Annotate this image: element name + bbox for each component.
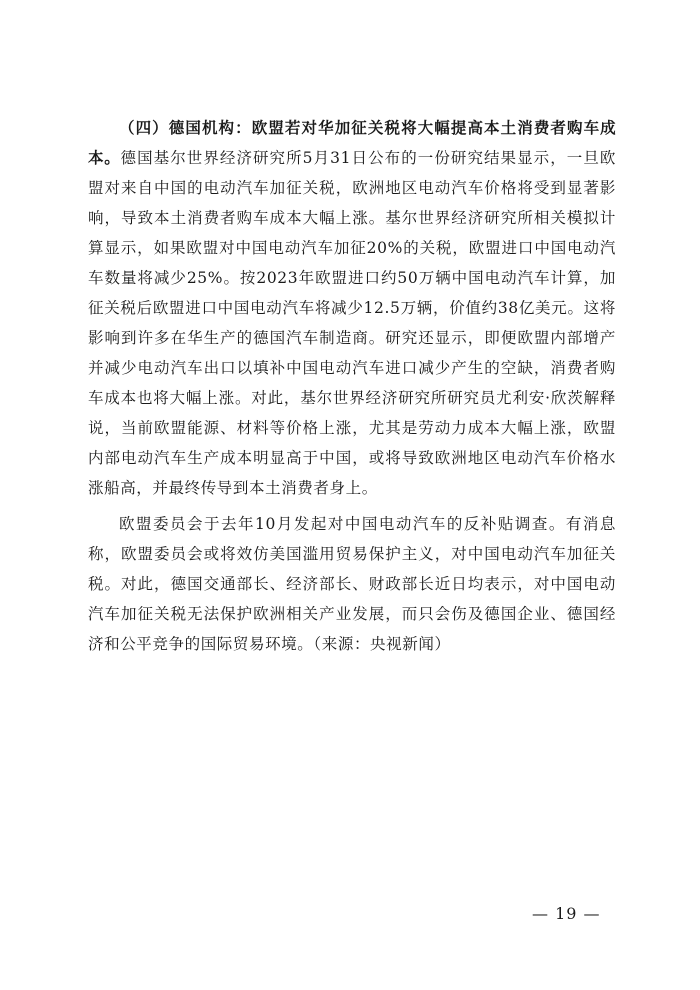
paragraph-heading: （四）德国机构：欧盟若对华加征关税将大幅提高本土消费者购车成本。 [88, 119, 616, 167]
paragraph-eu-commission: 欧盟委员会于去年10月发起对中国电动汽车的反补贴调查。有消息称，欧盟委员会或将效仿美国滥用贸易保护主义，对中国电动汽车加征关税。对此，德国交通部长、经济部长、财政部长近日均表示，对中国电动汽车加征关税无法保护欧洲相关产业发展，而只会伤及德国企业、德国经济和公平竞争的国际贸易环境。（来源：央视新闻） [88, 515, 616, 653]
paragraph-body: 德国基尔世界经济研究所5月31日公布的一份研究结果显示，一旦欧盟对来自中国的电动汽车加征关税，欧洲地区电动汽车价格将受到显著影响，导致本土消费者购车成本大幅上涨。基尔世界经济研究所相关模拟计算显示，如果欧盟对中国电动汽车加征20%的关税，欧盟进口中国电动汽车数量将减少25%。按2023年欧盟进口约50万辆中国电动汽车计算，加征关税后欧盟进口中国电动汽车将减少12.5万辆，价值约38亿美元。这将影响到许多在华生产的德国汽车制造商。研究还显示，即便欧盟内部增产并减少电动汽车出口以填补中国电动汽车进口减少产生的空缺，消费者购车成本也将大幅上涨。对此，基尔世界经济研究所研究员尤利安·欣茨解释说，当前欧盟能源、材料等价格上涨，尤其是劳动力成本大幅上涨，欧盟内部电动汽车生产成本明显高于中国，或将导致欧洲地区电动汽车价格水涨船高，并最终传导到本土消费者身上。 [88, 149, 617, 497]
document-body [88, 113, 616, 659]
paragraph-germany-institute [88, 113, 616, 503]
page-number: — 19 — [532, 904, 601, 923]
